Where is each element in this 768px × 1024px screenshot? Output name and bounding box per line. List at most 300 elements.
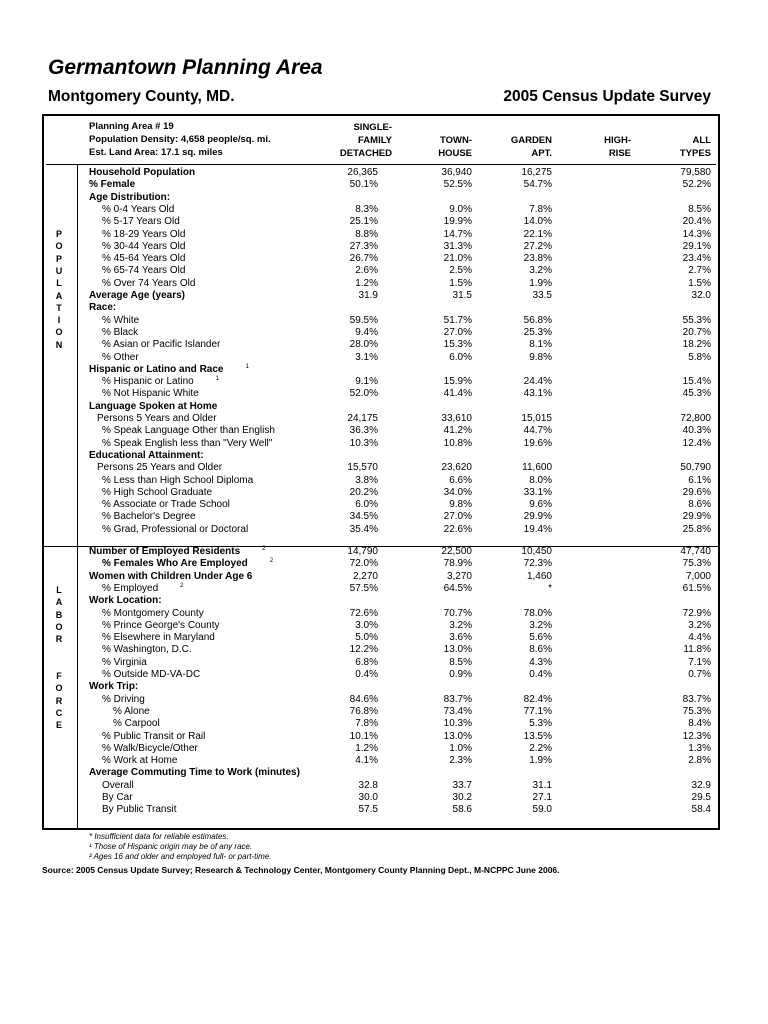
row-label: % Other [102, 351, 139, 363]
value-townhouse: 1.5% [449, 277, 472, 289]
row-label: % Montgomery County [102, 607, 204, 619]
value-single-family: 12.2% [349, 644, 378, 656]
value-single-family: 7.8% [355, 718, 378, 730]
row-label: % Speak Language Other than English [102, 425, 275, 437]
row-label: Women with Children Under Age 6 [89, 570, 253, 582]
value-all-types: 20.4% [682, 216, 711, 228]
value-garden-apt: 7.8% [529, 203, 552, 215]
row-label: % Speak English less than "Very Well" [102, 437, 273, 449]
table-row [0, 462, 768, 474]
table-row [0, 546, 768, 558]
value-all-types: 7,000 [685, 570, 711, 582]
row-label: % 30-44 Years Old [102, 240, 186, 252]
value-all-types: 1.5% [688, 277, 711, 289]
value-all-types: 20.7% [682, 326, 711, 338]
side-letter: P [55, 253, 62, 264]
value-garden-apt: 77.1% [523, 705, 552, 717]
value-townhouse: 31.5 [452, 290, 472, 301]
row-label: Number of Employed Residents [89, 546, 241, 557]
value-single-family: 30.0 [358, 792, 378, 803]
value-all-types: 1.3% [688, 742, 711, 754]
table-row [0, 743, 768, 755]
table-row [0, 731, 768, 743]
row-label: % Over 74 Years Old [102, 277, 196, 289]
value-garden-apt: 43.1% [523, 388, 552, 400]
table-row [0, 595, 768, 607]
value-townhouse: 3.2% [449, 619, 472, 631]
value-garden-apt: 56.8% [523, 314, 552, 326]
row-label: Work Location: [89, 595, 162, 607]
value-townhouse: 19.9% [443, 216, 472, 228]
value-single-family: 57.5 [358, 804, 378, 816]
side-letter: B [55, 609, 63, 620]
value-garden-apt: 72.3% [523, 558, 552, 570]
table-row [0, 278, 768, 290]
value-single-family: 3.0% [355, 619, 378, 631]
table-row [0, 302, 768, 314]
row-label: % High School Graduate [102, 486, 213, 498]
value-all-types: 8.5% [688, 203, 711, 215]
value-garden-apt: 27.2% [523, 240, 552, 252]
table-row [0, 253, 768, 265]
row-label: % Bachelor's Degree [102, 511, 196, 523]
planning-area-number: Planning Area # 19 [89, 121, 174, 132]
table-row [0, 376, 768, 388]
row-label: Average Age (years) [89, 290, 185, 301]
table-row [0, 241, 768, 253]
table-row [0, 450, 768, 462]
row-label: % 5-17 Years Old [102, 216, 180, 228]
value-townhouse: 15.9% [443, 376, 472, 388]
value-garden-apt: 3.2% [529, 619, 552, 631]
col-header-garden-apt: GARDEN APT. [510, 135, 552, 159]
value-garden-apt: 13.5% [523, 730, 552, 742]
value-single-family: 28.0% [349, 339, 378, 351]
row-label: % Prince George's County [102, 619, 220, 631]
population-density: Population Density: 4,658 people/sq. mi. [89, 134, 271, 145]
table-row [0, 315, 768, 327]
value-single-family: 3.1% [355, 351, 378, 363]
value-garden-apt: 33.5 [532, 290, 552, 301]
table-row [0, 571, 768, 583]
row-label: Overall [102, 779, 134, 791]
value-garden-apt: 9.8% [529, 351, 552, 363]
value-garden-apt: 29.9% [523, 511, 552, 523]
table-row [0, 608, 768, 620]
side-letter: A [55, 290, 63, 301]
value-townhouse: 78.9% [443, 558, 472, 570]
value-single-family: 0.4% [355, 669, 378, 680]
value-garden-apt: 1,460 [526, 570, 552, 582]
side-letter: T [56, 302, 62, 313]
value-townhouse: 58.6 [452, 804, 472, 816]
value-single-family: 72.6% [349, 607, 378, 619]
table-row [0, 364, 768, 376]
row-label: % Hispanic or Latino [102, 376, 194, 388]
value-single-family: 4.1% [355, 755, 378, 767]
value-all-types: 72.9% [682, 607, 711, 619]
value-single-family: 20.2% [349, 486, 378, 498]
row-label: Work Trip: [89, 681, 139, 693]
value-all-types: 8.4% [688, 718, 711, 730]
value-townhouse: 15.3% [443, 339, 472, 351]
value-all-types: 5.8% [688, 351, 711, 363]
value-townhouse: 9.8% [449, 499, 472, 511]
value-townhouse: 73.4% [443, 705, 472, 717]
value-all-types: 12.4% [682, 437, 711, 449]
value-garden-apt: 23.8% [523, 253, 552, 265]
value-all-types: 29.6% [682, 486, 711, 498]
table-row [0, 792, 768, 804]
table-row [0, 644, 768, 656]
table-row [0, 401, 768, 413]
value-garden-apt: 59.0 [532, 804, 552, 816]
side-letter: U [55, 265, 63, 276]
value-all-types: 29.9% [682, 511, 711, 523]
side-letter: R [55, 634, 63, 645]
value-all-types: 0.7% [688, 669, 711, 680]
value-all-types: 61.5% [682, 582, 711, 594]
value-townhouse: 27.0% [443, 326, 472, 338]
table-row [0, 524, 768, 536]
value-all-types: 12.3% [682, 730, 711, 742]
side-letter: O [55, 241, 63, 252]
value-single-family: 9.1% [355, 376, 378, 388]
col-header-single-family: SINGLE- FAMILY DETACHED [339, 122, 392, 159]
row-label: % Washington, D.C. [102, 644, 192, 656]
value-single-family: 6.0% [355, 499, 378, 511]
value-single-family: 72.0% [349, 558, 378, 570]
table-row [0, 657, 768, 669]
value-single-family: 27.3% [349, 240, 378, 252]
value-single-family: 10.3% [349, 437, 378, 449]
value-all-types: 7.1% [688, 656, 711, 668]
table-row [0, 632, 768, 644]
value-garden-apt: 8.0% [529, 474, 552, 486]
value-all-types: 47,740 [680, 546, 711, 557]
value-garden-apt: 16,275 [521, 167, 552, 178]
source-note: Source: 2005 Census Update Survey; Research & Technology Center, Montgomery County Planning Dept., M-NCPPC June 2006. [42, 865, 560, 875]
value-townhouse: 31.3% [443, 240, 472, 252]
row-label: Hispanic or Latino and Race [89, 363, 224, 375]
row-label: % Female [89, 179, 136, 191]
side-letter: N [55, 339, 63, 350]
row-label: % Females Who Are Employed [102, 558, 248, 570]
value-townhouse: 27.0% [443, 511, 472, 523]
table-row [0, 487, 768, 499]
table-row [0, 229, 768, 241]
table-row [0, 339, 768, 351]
value-all-types: 55.3% [682, 314, 711, 326]
value-all-types: 29.5 [691, 792, 711, 803]
value-townhouse: 10.3% [443, 718, 472, 730]
value-single-family: 24,175 [347, 413, 378, 424]
value-townhouse: 41.2% [443, 425, 472, 437]
row-label: % 45-64 Years Old [102, 253, 186, 265]
value-townhouse: 52.5% [443, 179, 472, 191]
row-label: Persons 5 Years and Older [97, 413, 217, 424]
value-garden-apt: 82.4% [523, 693, 552, 705]
col-header-townhouse: TOWN- HOUSE [438, 135, 472, 159]
value-garden-apt: 78.0% [523, 607, 552, 619]
survey-label: 2005 Census Update Survey [503, 88, 711, 105]
value-townhouse: 23,620 [441, 462, 472, 474]
side-letter: O [55, 327, 63, 338]
row-label: Average Commuting Time to Work (minutes) [89, 767, 300, 779]
land-area: Est. Land Area: 17.1 sq. miles [89, 147, 223, 158]
row-label: % 0-4 Years Old [102, 203, 175, 215]
side-letter: O [55, 621, 63, 632]
value-single-family: 59.5% [349, 314, 378, 326]
side-letter: A [55, 597, 63, 608]
value-single-family: 26,365 [347, 167, 378, 178]
value-garden-apt: 8.1% [529, 339, 552, 351]
value-single-family: 26.7% [349, 253, 378, 265]
value-all-types: 83.7% [682, 693, 711, 705]
value-single-family: 57.5% [349, 582, 378, 594]
value-townhouse: 0.9% [449, 669, 472, 680]
value-garden-apt: 22.1% [523, 228, 552, 240]
row-label: % Asian or Pacific Islander [102, 339, 221, 351]
value-single-family: 50.1% [349, 179, 378, 191]
value-garden-apt: 1.9% [529, 277, 552, 289]
row-label: % Less than High School Diploma [102, 474, 254, 486]
table-row [0, 327, 768, 339]
side-letter: I [57, 315, 61, 326]
table-row [0, 192, 768, 204]
value-townhouse: 51.7% [443, 314, 472, 326]
value-garden-apt: 11,600 [522, 462, 552, 474]
footnote-hispanic-origin: ¹ Those of Hispanic origin may be of any race. [89, 842, 253, 851]
value-townhouse: 6.6% [449, 474, 472, 486]
value-garden-apt: 31.1 [532, 779, 552, 791]
value-single-family: 52.0% [349, 388, 378, 400]
row-label: % Associate or Trade School [102, 499, 230, 511]
value-all-types: 75.3% [682, 705, 711, 717]
value-all-types: 18.2% [682, 339, 711, 351]
footnote-insufficient-data: * Insufficient data for reliable estimates. [89, 832, 229, 841]
value-all-types: 15.4% [682, 376, 711, 388]
table-row [0, 413, 768, 425]
value-garden-apt: 9.6% [529, 499, 552, 511]
value-garden-apt: 19.4% [523, 523, 552, 535]
col-header-all-types: ALL TYPES [679, 135, 711, 159]
value-townhouse: 22.6% [443, 523, 472, 535]
table-row [0, 290, 768, 302]
value-townhouse: 2.5% [449, 265, 472, 277]
value-single-family: 34.5% [349, 511, 378, 523]
value-all-types: 40.3% [682, 425, 711, 437]
value-townhouse: 33,610 [441, 413, 472, 424]
value-garden-apt: 0.4% [529, 669, 552, 680]
table-row [0, 179, 768, 191]
value-garden-apt: 5.3% [529, 718, 552, 730]
value-townhouse: 70.7% [443, 607, 472, 619]
row-label: % Driving [102, 693, 145, 705]
col-header-high-rise: HIGH- RISE [604, 135, 631, 159]
value-all-types: 4.4% [688, 632, 711, 644]
value-single-family: 76.8% [349, 705, 378, 717]
row-label: % Not Hispanic White [102, 388, 199, 400]
table-row [0, 425, 768, 437]
value-single-family: 8.3% [355, 203, 378, 215]
value-townhouse: 3.6% [449, 632, 472, 644]
value-townhouse: 10.8% [443, 437, 472, 449]
value-all-types: 2.8% [688, 755, 711, 767]
row-label: Language Spoken at Home [89, 400, 218, 412]
value-single-family: 9.4% [355, 326, 378, 338]
value-townhouse: 14.7% [443, 228, 472, 240]
row-label: % White [102, 314, 140, 326]
value-all-types: 50,790 [680, 462, 711, 474]
row-label: % Elsewhere in Maryland [102, 632, 215, 644]
value-garden-apt: 15,015 [521, 413, 552, 424]
table-row [0, 669, 768, 681]
value-garden-apt: 14.0% [523, 216, 552, 228]
value-single-family: 14,790 [347, 546, 378, 557]
value-townhouse: 9.0% [449, 203, 472, 215]
footnote-marker: 1 [215, 376, 220, 383]
table-row [0, 718, 768, 730]
value-townhouse: 36,940 [441, 167, 472, 178]
table-row [0, 352, 768, 364]
value-townhouse: 2.3% [449, 755, 472, 767]
value-single-family: 35.4% [349, 523, 378, 535]
footnote-employed-ages: ² Ages 16 and older and employed full- or part-time. [89, 852, 272, 861]
value-all-types: 25.8% [682, 523, 711, 535]
value-garden-apt: 5.6% [529, 632, 552, 644]
value-townhouse: 8.5% [449, 656, 472, 668]
value-townhouse: 41.4% [443, 388, 472, 400]
value-townhouse: 30.2 [452, 792, 472, 803]
side-letter: L [56, 585, 62, 595]
table-row [0, 167, 768, 179]
value-all-types: 58.4 [691, 804, 711, 816]
value-townhouse: 13.0% [443, 730, 472, 742]
value-townhouse: 3,270 [446, 570, 472, 582]
side-letter: O [55, 683, 63, 694]
value-townhouse: 22,500 [441, 546, 472, 557]
footnote-marker: 2 [262, 546, 266, 552]
table-row [0, 755, 768, 767]
side-letter: P [55, 229, 62, 239]
value-single-family: 25.1% [349, 216, 378, 228]
value-all-types: 32.9 [691, 779, 711, 791]
value-garden-apt: 2.2% [529, 742, 552, 754]
county-label: Montgomery County, MD. [48, 88, 235, 105]
row-label: % Grad, Professional or Doctoral [102, 523, 249, 535]
value-all-types: 14.3% [682, 228, 711, 240]
table-row [0, 216, 768, 228]
value-garden-apt: 10,450 [521, 546, 552, 557]
row-label: % Virginia [102, 656, 147, 668]
table-row [0, 767, 768, 779]
value-single-family: 1.2% [355, 277, 378, 289]
table-row [0, 804, 768, 816]
value-garden-apt: 44.7% [523, 425, 552, 437]
value-garden-apt: * [548, 582, 552, 594]
row-label: Race: [89, 302, 117, 314]
row-label: % Employed [102, 582, 159, 594]
value-all-types: 32.0 [691, 290, 711, 301]
value-single-family: 2.6% [355, 265, 378, 277]
value-all-types: 45.3% [682, 388, 711, 400]
row-label: % Carpool [113, 718, 160, 730]
table-row [0, 780, 768, 792]
value-townhouse: 21.0% [443, 253, 472, 265]
table-row [0, 438, 768, 450]
value-townhouse: 1.0% [449, 742, 472, 754]
value-townhouse: 83.7% [443, 693, 472, 705]
table-row [0, 388, 768, 400]
value-garden-apt: 25.3% [523, 326, 552, 338]
table-row [0, 511, 768, 523]
table-row [0, 204, 768, 216]
value-townhouse: 33.7 [452, 779, 472, 791]
value-all-types: 8.6% [688, 499, 711, 511]
table-row [0, 620, 768, 632]
side-letter: C [55, 707, 63, 718]
row-label: Household Population [89, 167, 196, 178]
footnote-marker: 1 [245, 363, 249, 370]
value-garden-apt: 27.1 [532, 792, 552, 803]
footnote-marker: 2 [180, 582, 184, 589]
row-label: % 65-74 Years Old [102, 265, 186, 277]
row-label: Educational Attainment: [89, 449, 204, 461]
value-garden-apt: 19.6% [523, 437, 552, 449]
value-all-types: 79,580 [680, 167, 711, 178]
table-row [0, 558, 768, 570]
document-title: Germantown Planning Area [48, 56, 323, 79]
side-letter: R [55, 695, 63, 706]
value-garden-apt: 54.7% [523, 179, 552, 191]
value-garden-apt: 1.9% [529, 755, 552, 767]
value-single-family: 6.8% [355, 656, 378, 668]
row-label: Persons 25 Years and Older [97, 462, 223, 474]
value-single-family: 5.0% [355, 632, 378, 644]
row-label: Age Distribution: [89, 191, 171, 203]
value-all-types: 2.7% [688, 265, 711, 277]
value-single-family: 8.8% [355, 228, 378, 240]
value-townhouse: 6.0% [449, 351, 472, 363]
value-all-types: 3.2% [688, 619, 711, 631]
table-row [0, 706, 768, 718]
value-garden-apt: 33.1% [523, 486, 552, 498]
row-label: By Car [102, 792, 133, 803]
header-divider [46, 164, 716, 165]
table-row [0, 694, 768, 706]
row-label: % Public Transit or Rail [102, 730, 206, 742]
value-garden-apt: 24.4% [523, 376, 552, 388]
table-row [0, 583, 768, 595]
row-label: % Outside MD-VA-DC [102, 669, 201, 680]
value-all-types: 6.1% [688, 474, 711, 486]
side-letter: E [55, 720, 62, 731]
value-all-types: 29.1% [682, 240, 711, 252]
value-single-family: 31.9 [358, 290, 378, 301]
side-letter: L [56, 278, 62, 289]
table-row [0, 499, 768, 511]
row-label: % Work at Home [102, 755, 178, 767]
value-single-family: 15,570 [347, 462, 378, 474]
row-label: % Black [102, 326, 139, 338]
value-garden-apt: 3.2% [529, 265, 552, 277]
value-all-types: 11.8% [683, 644, 711, 656]
footnote-marker: 2 [269, 558, 274, 565]
side-letter: F [56, 671, 62, 681]
value-garden-apt: 4.3% [529, 656, 552, 668]
value-single-family: 36.3% [349, 425, 378, 437]
